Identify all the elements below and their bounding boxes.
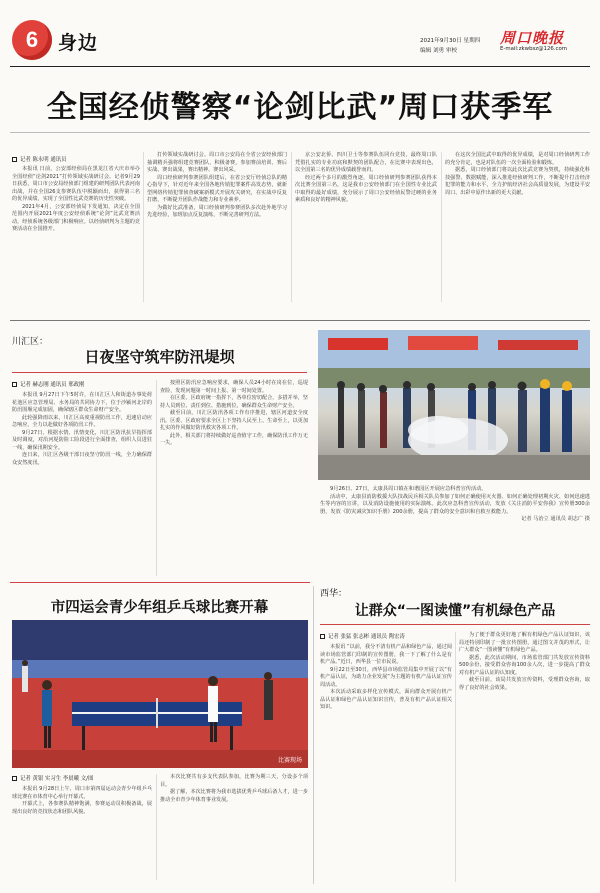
xihua-column-2: 为了便于群众更好地了解有机绿色产品认证知识，该局还特别印制了一批宣传图册，通过图文并茂的形式，让广大群众“一图读懂”有机绿色产品。 据悉，此次活动期间，市场监管部门共发放宣传资料500余份，接受群众咨询100余人次，进一步提高了群众对有机产品认证的认知度。 截至目前，该局共发放宣传资料，受理群众咨询，取得了良好的社会效果。 — [459, 632, 590, 691]
section-name: 身边 — [58, 32, 99, 54]
lead-byline: 记者 陈永明 通讯员 — [12, 155, 67, 163]
lead-bottom-rule — [10, 320, 590, 321]
flood-byline: 记者 赫志刚 通讯员 邢政刚 — [12, 380, 84, 388]
lead-headline: 全国经侦警察“论剑比武”周口获季军 — [46, 90, 554, 125]
flood-column-1: 本报讯 9月27日下午5时许，在川汇区人和街道办事处荷花池区应急管理局、水务局的共同协力下，位于沙颍河北岸的防汛围堰完成加固，确保辖区群众生命财产安全。 此轮强降雨以来，川汇区高度重视防汛工作，迅速启动应急响应，全力以赴做好各项防汛工作。 9月27日，根据水情、汛情变化，川汇区防汛抗旱指挥部及时调度，对沿河堤防险工险段进行全面排查，组织人员进驻一线，确保汛期安全。 连日来，川汇区各级干部日夜坚守防汛一线，全力确保群众安然度汛。 — [12, 392, 152, 466]
lead-column-2: 打传领域实战研讨会。周口市公安局在全省公安经侦部门抽调精兵强将组建竞赛团队，积极备赛，参加赛前培训、赛后实战、赛出战果，赛出精神、赛出风采。 周口经侦研判参赛团队组建后，在省公安厅经侦总队的精心指导下，针对近年来全国各地传销犯罪案件高发态势，就新型网络传销犯罪侦查破案新模式开展攻关研究，在实战中反复打磨，不断提升团队作战能力和专业素养。 为做好比武准备，周口经侦研判参赛团队多次赴外地学习先进经验，加班加点反复演练，不断完善研判方法。 — [147, 152, 287, 218]
paper-logo: 周口晚报 — [500, 29, 565, 47]
page-number: 6 — [25, 27, 39, 52]
lead-column-1: 本报讯 日前，公安部经侦局在黑龙江省大庆市举办全国经侦“论剑2021”打传领域实战研讨会。记者9月29日获悉，周口市公安局经侦部门组建的研判团队代表河南出战，并在全国26支参赛队伍中脱颖而出，获得第三名的优异成绩，实现了全国性比武竞赛的历史性突破。 2021年4月，公安部经侦局下发通知，决定在全国范围内开展2021年度公安经侦系统“论剑”比武竞赛活动，经侦系统各级部门积极响应。以经侦研判为主题的竞赛活动在全国推开。 — [12, 166, 140, 232]
email-line: E-mail:zkwbsz@126.com — [500, 46, 568, 52]
lead-column-4: 在这次全国比武中取得的优异成绩，是对周口经侦研判工作的充分肯定，也是对队伍的一次全面检验和锻炼。 据悉，周口经侦部门将以此次比武竞赛为契机，持续强化科技强警、数据赋能，深入推进经侦研判工作，不断提升打击经济犯罪的能力和水平，全力护航经济社会高质量发展，为建设平安周口、出彩中原作出新的更大贡献。 — [445, 152, 590, 196]
flood-photo-caption: 9月26日、27日，太康县周口镇在和谐园区开展应急科普宣传活动。 活动中，太康县消防救援大队技战民兵相关队员参加了如何正确使用灭火器、如何正确处理初期火灾、如何迅速逃生等内容的宣讲，以及消防设施使用的实际演练。此次应急科普宣传活动，发放《关注消防平安你我》宣传册300余册，发放《防灾减灾知识手册》200余册，提高了群众的安全意识和自救互救能力。 记者 马治立 通讯员 胡志广 摄 — [320, 486, 590, 522]
lead-divider — [10, 132, 590, 133]
page-number-badge — [12, 20, 52, 60]
flood-photo-credit: 记者 马治立 通讯员 胡志广 摄 — [521, 516, 590, 522]
xihua-headline: 让群众“一图读懂”有机绿色产品 — [354, 603, 556, 619]
byline-marker-icon — [12, 157, 17, 162]
flood-photo — [318, 330, 590, 480]
masthead-rule — [10, 66, 590, 67]
date-line: 2021年9月30日 星期四 — [420, 38, 481, 44]
editor-line: 编辑 刘勇 审校 — [420, 48, 458, 54]
pingpong-column-1: 本报讯 9月28日上午，周口市第四届运动会青少年组乒乓球比赛在市体育中心举行开幕式。 开幕式上，各参赛队精神饱满，参赛运动员积极备战，展现出良好的竞技状态和团队风貌。 — [12, 786, 152, 815]
pingpong-headline: 市四运会青少年组乒乓球比赛开幕 — [50, 600, 269, 616]
flood-headline: 日夜坚守筑牢防汛堤坝 — [84, 348, 235, 366]
xihua-kicker: 西华： — [320, 588, 348, 598]
flood-kicker: 川汇区： — [12, 336, 49, 346]
email-address: zkwbsz@126.com — [518, 46, 568, 52]
masthead — [0, 0, 600, 80]
pingpong-photo-watermark: 比赛现场 — [277, 757, 302, 764]
pingpong-byline: 记者 黄银 实习生 李晨曦 文/图 — [12, 774, 93, 782]
lead-column-3: 京公安北侨、四川卫士等参赛队伍同台竞技，最终周口队凭借扎实的专业功底和默契的团队配合，在比赛中表现出色，以全国第三名的优异成绩载誉而归。 经过两个多月的激烈角逐，周口经侦研判参赛团队获得本次比赛全国第三名，这是我市公安经侦部门在全国性专业比武中取得的最好成绩，充分展示了周口公安经侦民警过硬的业务素质和良好的精神风貌。 — [295, 152, 437, 203]
byline-marker-icon — [320, 634, 325, 639]
byline-marker-icon — [12, 382, 17, 387]
pingpong-column-2: 本次比赛共有多支代表队参加，比赛为期三天，分设多个项目。 据了解，本次比赛将为我市选拔优秀乒乓球后备人才，进一步推动全市青少年体育事业发展。 — [160, 774, 308, 803]
pingpong-photo — [12, 620, 308, 768]
pingpong-photo-scene — [12, 620, 308, 768]
xihua-column-1: 本报讯 “以前，我分不清有机产品和绿色产品，通过阅读市场监管部门印制的宣传图册，我一下了解了什么是有机产品。”近日，西华县一位市民说。 9月22日至30日，西华县市场监管局集中开展了以“有机产品认证，为助力企业发展”为主题的有机产品认证宣传周活动。 本次活动采取多样化宣传模式，面向群众开展有机产品认证和绿色产品认证知识宣传，普及有机产品认证相关知识。 — [320, 644, 452, 710]
xihua-byline: 记者 张猛 张志彬 通讯员 陶宏涛 — [320, 632, 405, 640]
flood-column-2: 按照区防汛应急响应要求，确保人员24小时在岗在位，巡堤查险，发现问题第一时间上报、第一时间处置。 在区委、区政府统一指挥下，各单位密切配合，多措并举，坚持人员到位、责任到位、措施到位，确保群众生命财产安全。 截至目前，川汇区防汛各项工作有序推进，辖区河道安全度汛。区委、区政府要求全区上下坚持人民至上、生命至上，以更加扎实的作风做好防汛救灾各项工作。 此外，相关部门将持续做好巡查值守工作，确保防汛工作万无一失。 — [160, 380, 308, 446]
byline-marker-icon — [12, 776, 17, 781]
flood-photo-scene — [318, 330, 590, 480]
